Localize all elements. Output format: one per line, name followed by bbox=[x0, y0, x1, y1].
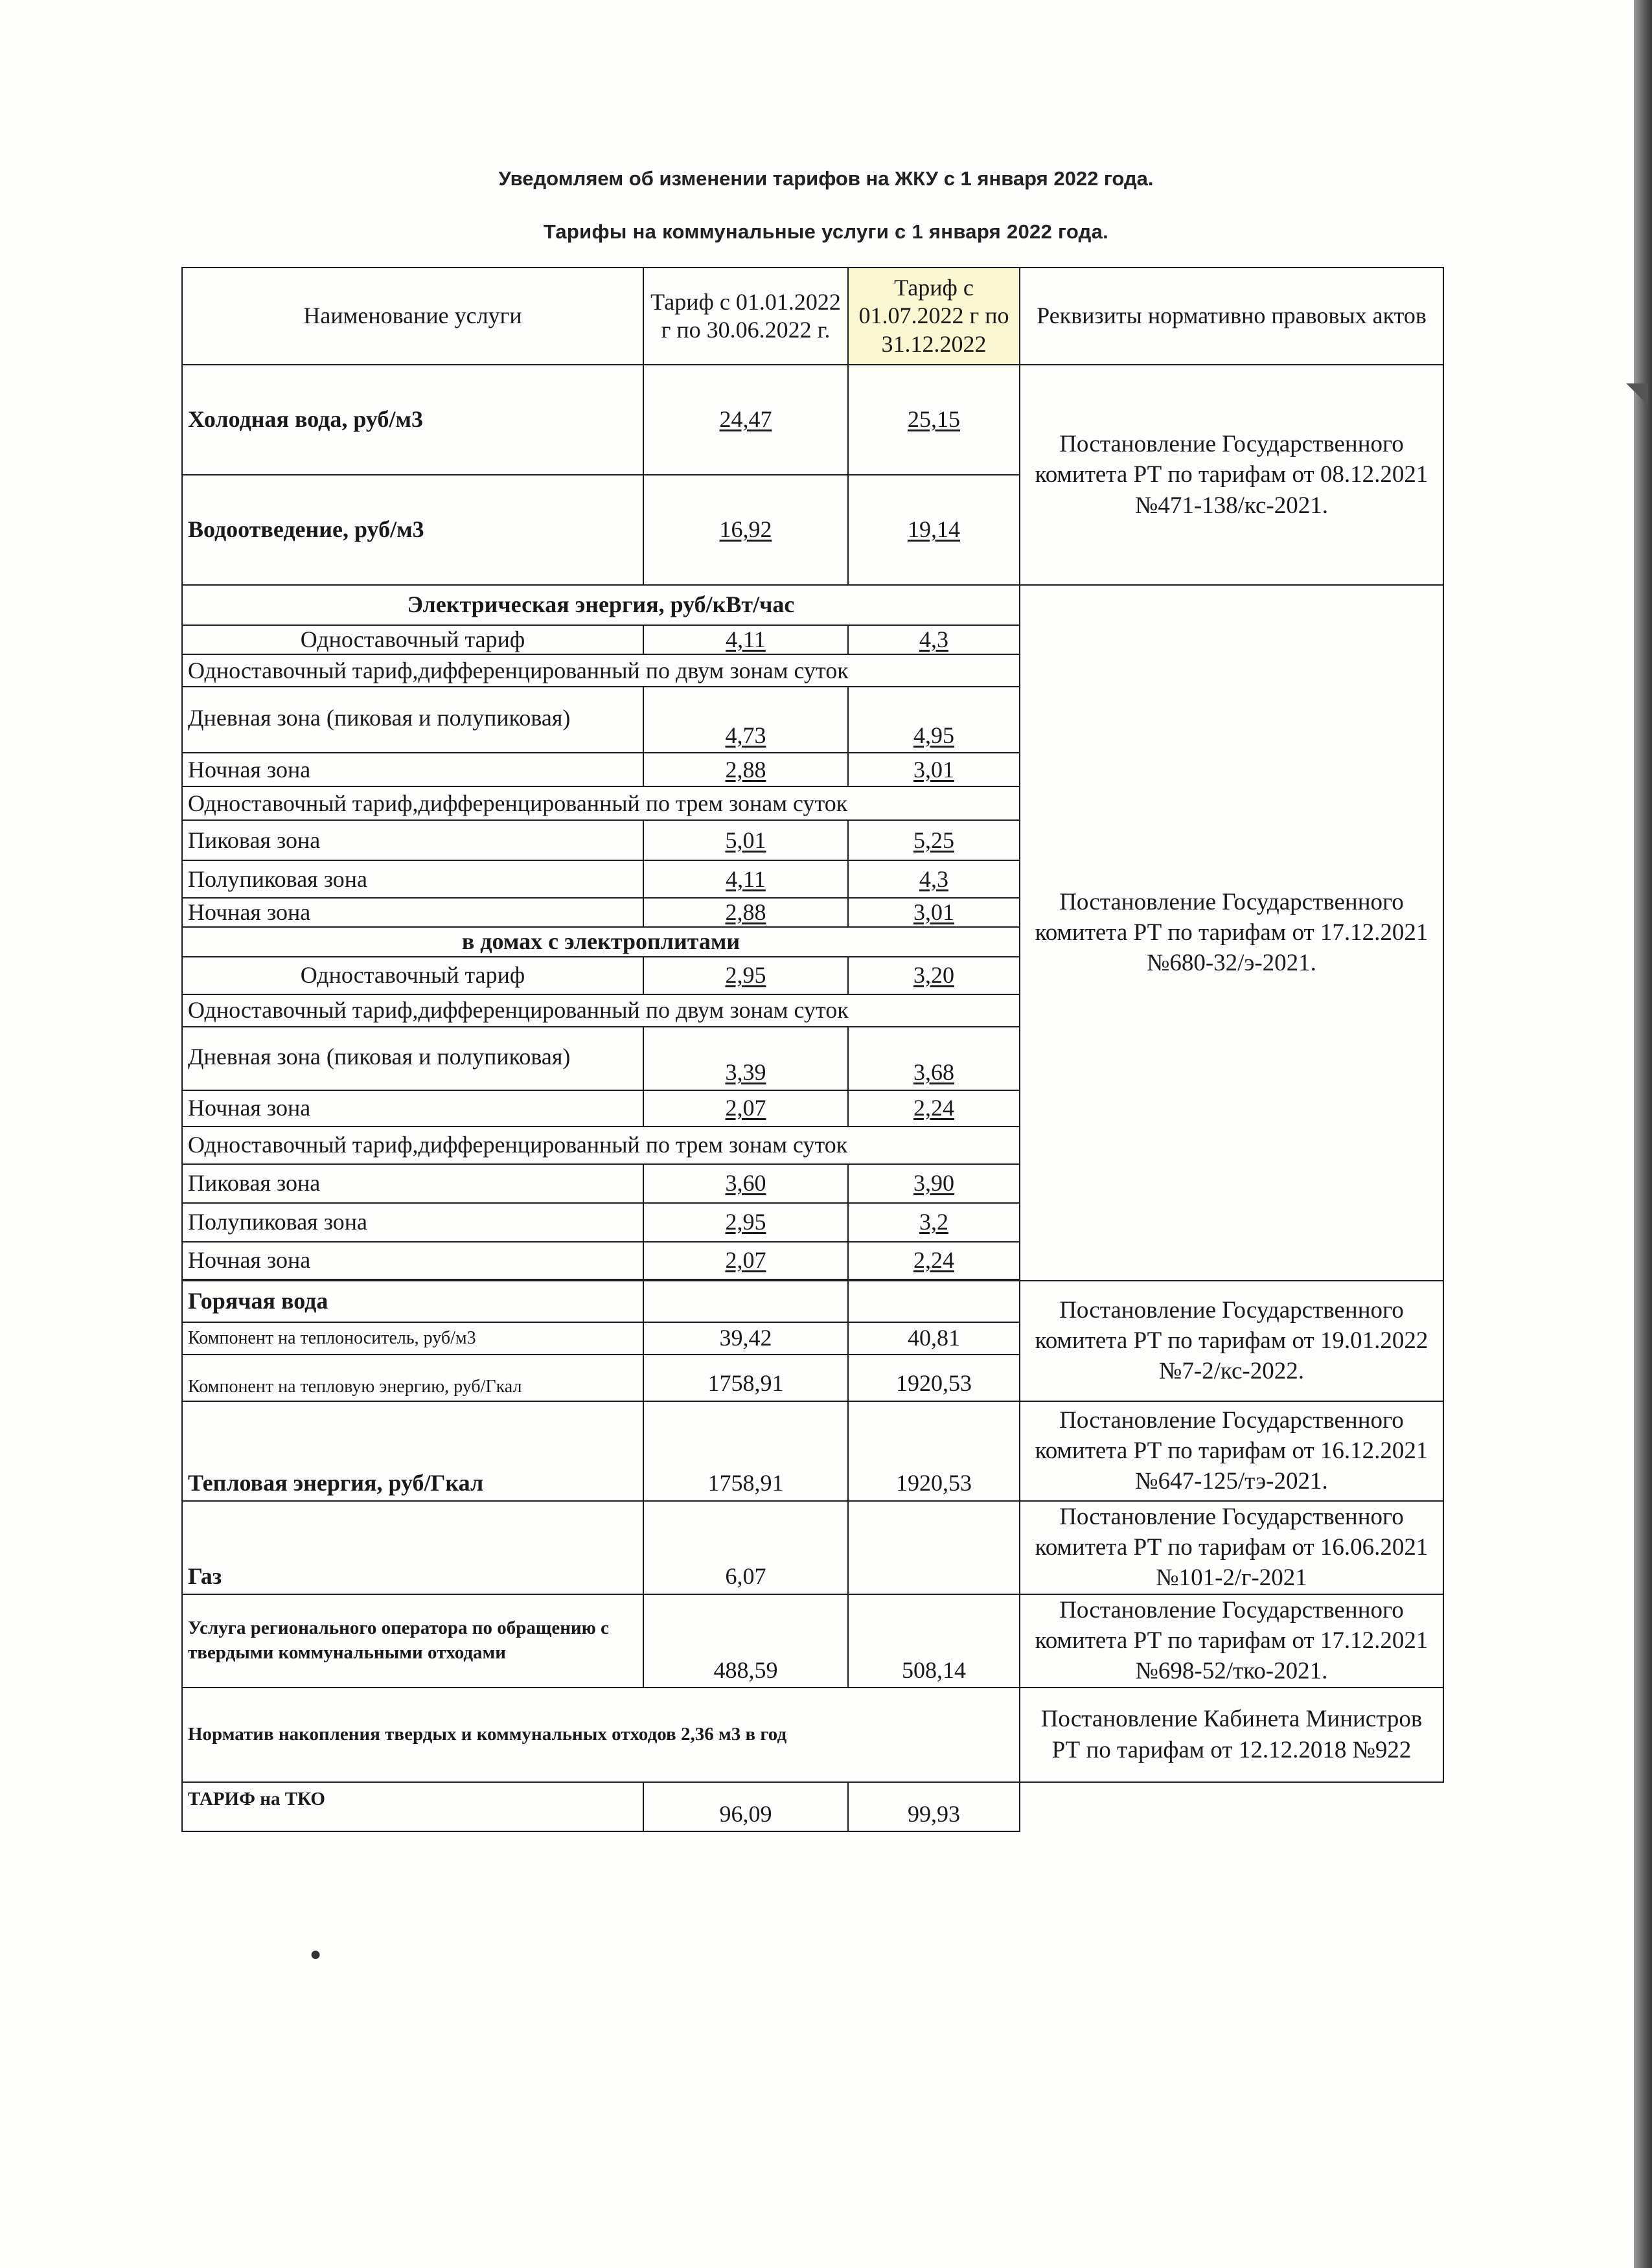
tariff-value: 2,24 bbox=[848, 1242, 1020, 1279]
service-name: Водоотведение, руб/м3 bbox=[182, 475, 643, 585]
tariff-value: 6,07 bbox=[643, 1501, 848, 1594]
table-row bbox=[182, 585, 1443, 625]
tariff-value: 4,73 bbox=[643, 687, 848, 753]
service-name: Газ bbox=[182, 1501, 643, 1594]
tariff-value: 3,90 bbox=[848, 1164, 1020, 1203]
tariff-value: 2,95 bbox=[643, 1203, 848, 1242]
table-row bbox=[182, 1401, 1443, 1501]
tariff-value: 2,07 bbox=[643, 1090, 848, 1127]
tariff-value: 2,95 bbox=[643, 957, 848, 994]
tariff-value: 4,11 bbox=[643, 625, 848, 654]
tariff-value: 96,09 bbox=[643, 1782, 848, 1831]
tariff-table bbox=[181, 267, 1444, 1832]
tariff-value: 24,47 bbox=[643, 365, 848, 475]
service-name: Ночная зона bbox=[182, 1242, 643, 1279]
service-name: Ночная зона bbox=[182, 898, 643, 927]
tariff-value: 2,88 bbox=[643, 753, 848, 786]
tariff-value: 4,11 bbox=[643, 860, 848, 898]
subsection-label: Одноставочный тариф,дифференцированный по трем зонам суток bbox=[182, 786, 1020, 820]
tariff-value: 4,95 bbox=[848, 687, 1020, 753]
subsection-label: Одноставочный тариф,дифференцированный по двум зонам суток bbox=[182, 994, 1020, 1027]
notice-title: Уведомляем об изменении тарифов на ЖКУ с 1 января 2022 года. bbox=[498, 167, 1154, 190]
service-name: Одноставочный тариф bbox=[182, 957, 643, 994]
tariff-value: 5,01 bbox=[643, 820, 848, 860]
table-row bbox=[182, 1688, 1443, 1782]
table-row bbox=[182, 1501, 1443, 1594]
legal-act: Постановление Государственного комитета РТ по тарифам от 17.12.2021 №680-32/э-2021. bbox=[1020, 585, 1443, 1281]
legal-act: Постановление Государственного комитета РТ по тарифам от 16.12.2021 №647-125/тэ-2021. bbox=[1020, 1401, 1443, 1501]
section-heading: Электрическая энергия, руб/кВт/час bbox=[182, 585, 1020, 625]
service-name: Дневная зона (пиковая и полупиковая) bbox=[182, 687, 643, 753]
empty-cell bbox=[643, 1281, 848, 1322]
header-tariff-2: Тариф с 01.07.2022 г по 31.12.2022 bbox=[848, 268, 1020, 365]
tariff-value: 488,59 bbox=[643, 1594, 848, 1688]
tariff-value: 3,39 bbox=[643, 1027, 848, 1090]
legal-act: Постановление Кабинета Министров РТ по тарифам от 12.12.2018 №922 bbox=[1020, 1688, 1443, 1782]
legal-act: Постановление Государственного комитета РТ по тарифам от 17.12.2021 №698-52/тко-2021. bbox=[1020, 1594, 1443, 1688]
tariff-value: 19,14 bbox=[848, 475, 1020, 585]
service-name: Одноставочный тариф bbox=[182, 625, 643, 654]
service-name: Пиковая зона bbox=[182, 1164, 643, 1203]
tariff-value: 3,60 bbox=[643, 1164, 848, 1203]
service-name: Компонент на теплоноситель, руб/м3 bbox=[182, 1322, 643, 1355]
service-name: Пиковая зона bbox=[182, 820, 643, 860]
section-heading: в домах с электроплитами bbox=[182, 927, 1020, 956]
table-row bbox=[182, 1594, 1443, 1688]
header-service: Наименование услуги bbox=[182, 268, 643, 365]
service-name: Горячая вода bbox=[182, 1281, 643, 1322]
tariff-value: 3,01 bbox=[848, 753, 1020, 786]
legal-act: Постановление Государственного комитета РТ по тарифам от 08.12.2021 №471-138/кс-2021. bbox=[1020, 365, 1443, 585]
tariff-value: 4,3 bbox=[848, 625, 1020, 654]
notice-subtitle: Тарифы на коммунальные услуги с 1 января 2022 года. bbox=[543, 220, 1109, 243]
header-tariff-1: Тариф с 01.01.2022 г по 30.06.2022 г. bbox=[643, 268, 848, 365]
tariff-value: 3,20 bbox=[848, 957, 1020, 994]
scan-speck: ◥ bbox=[1626, 376, 1648, 408]
empty-cell bbox=[1020, 1782, 1443, 1831]
tariff-value: 40,81 bbox=[848, 1322, 1020, 1355]
subsection-label: Одноставочный тариф,дифференцированный по трем зонам суток bbox=[182, 1127, 1020, 1164]
service-name: Ночная зона bbox=[182, 753, 643, 786]
tariff-value: 1920,53 bbox=[848, 1355, 1020, 1401]
table-row bbox=[182, 1281, 1443, 1322]
tariff-value: 508,14 bbox=[848, 1594, 1020, 1688]
table-header-row bbox=[182, 268, 1443, 365]
tariff-value: 99,93 bbox=[848, 1782, 1020, 1831]
header-acts: Реквизиты нормативно правовых актов bbox=[1020, 268, 1443, 365]
tariff-value: 2,24 bbox=[848, 1090, 1020, 1127]
tariff-value: 3,2 bbox=[848, 1203, 1020, 1242]
legal-act: Постановление Государственного комитета РТ по тарифам от 16.06.2021 №101-2/г-2021 bbox=[1020, 1501, 1443, 1594]
tariff-value: 1758,91 bbox=[643, 1401, 848, 1501]
scan-speck: ● bbox=[310, 1943, 322, 1965]
tariff-value bbox=[848, 1501, 1020, 1594]
tariff-value: 39,42 bbox=[643, 1322, 848, 1355]
tariff-value: 4,3 bbox=[848, 860, 1020, 898]
service-name: Дневная зона (пиковая и полупиковая) bbox=[182, 1027, 643, 1090]
tariff-value: 5,25 bbox=[848, 820, 1020, 860]
table-row bbox=[182, 365, 1443, 475]
legal-act: Постановление Государственного комитета РТ по тарифам от 19.01.2022 №7-2/кс-2022. bbox=[1020, 1281, 1443, 1401]
service-name: Полупиковая зона bbox=[182, 1203, 643, 1242]
service-name: Услуга регионального оператора по обращению с твердыми коммунальными отходами bbox=[182, 1594, 643, 1688]
tariff-value: 1758,91 bbox=[643, 1355, 848, 1401]
service-name: Тепловая энергия, руб/Гкал bbox=[182, 1401, 643, 1501]
tariff-value: 1920,53 bbox=[848, 1401, 1020, 1501]
subsection-label: Одноставочный тариф,дифференцированный по двум зонам суток bbox=[182, 654, 1020, 687]
table-row bbox=[182, 1782, 1443, 1831]
norm-label: Норматив накопления твердых и коммунальных отходов 2,36 м3 в год bbox=[182, 1688, 1020, 1782]
tariff-value: 16,92 bbox=[643, 475, 848, 585]
service-name: Компонент на тепловую энергию, руб/Гкал bbox=[182, 1355, 643, 1401]
service-name: Холодная вода, руб/м3 bbox=[182, 365, 643, 475]
tariff-value: 2,07 bbox=[643, 1242, 848, 1279]
tariff-value: 2,88 bbox=[643, 898, 848, 927]
service-name: Полупиковая зона bbox=[182, 860, 643, 898]
tariff-value: 3,68 bbox=[848, 1027, 1020, 1090]
service-name: ТАРИФ на ТКО bbox=[182, 1782, 643, 1831]
service-name: Ночная зона bbox=[182, 1090, 643, 1127]
tariff-value: 25,15 bbox=[848, 365, 1020, 475]
scan-edge-shadow bbox=[1634, 0, 1652, 2268]
tariff-value: 3,01 bbox=[848, 898, 1020, 927]
empty-cell bbox=[848, 1281, 1020, 1322]
